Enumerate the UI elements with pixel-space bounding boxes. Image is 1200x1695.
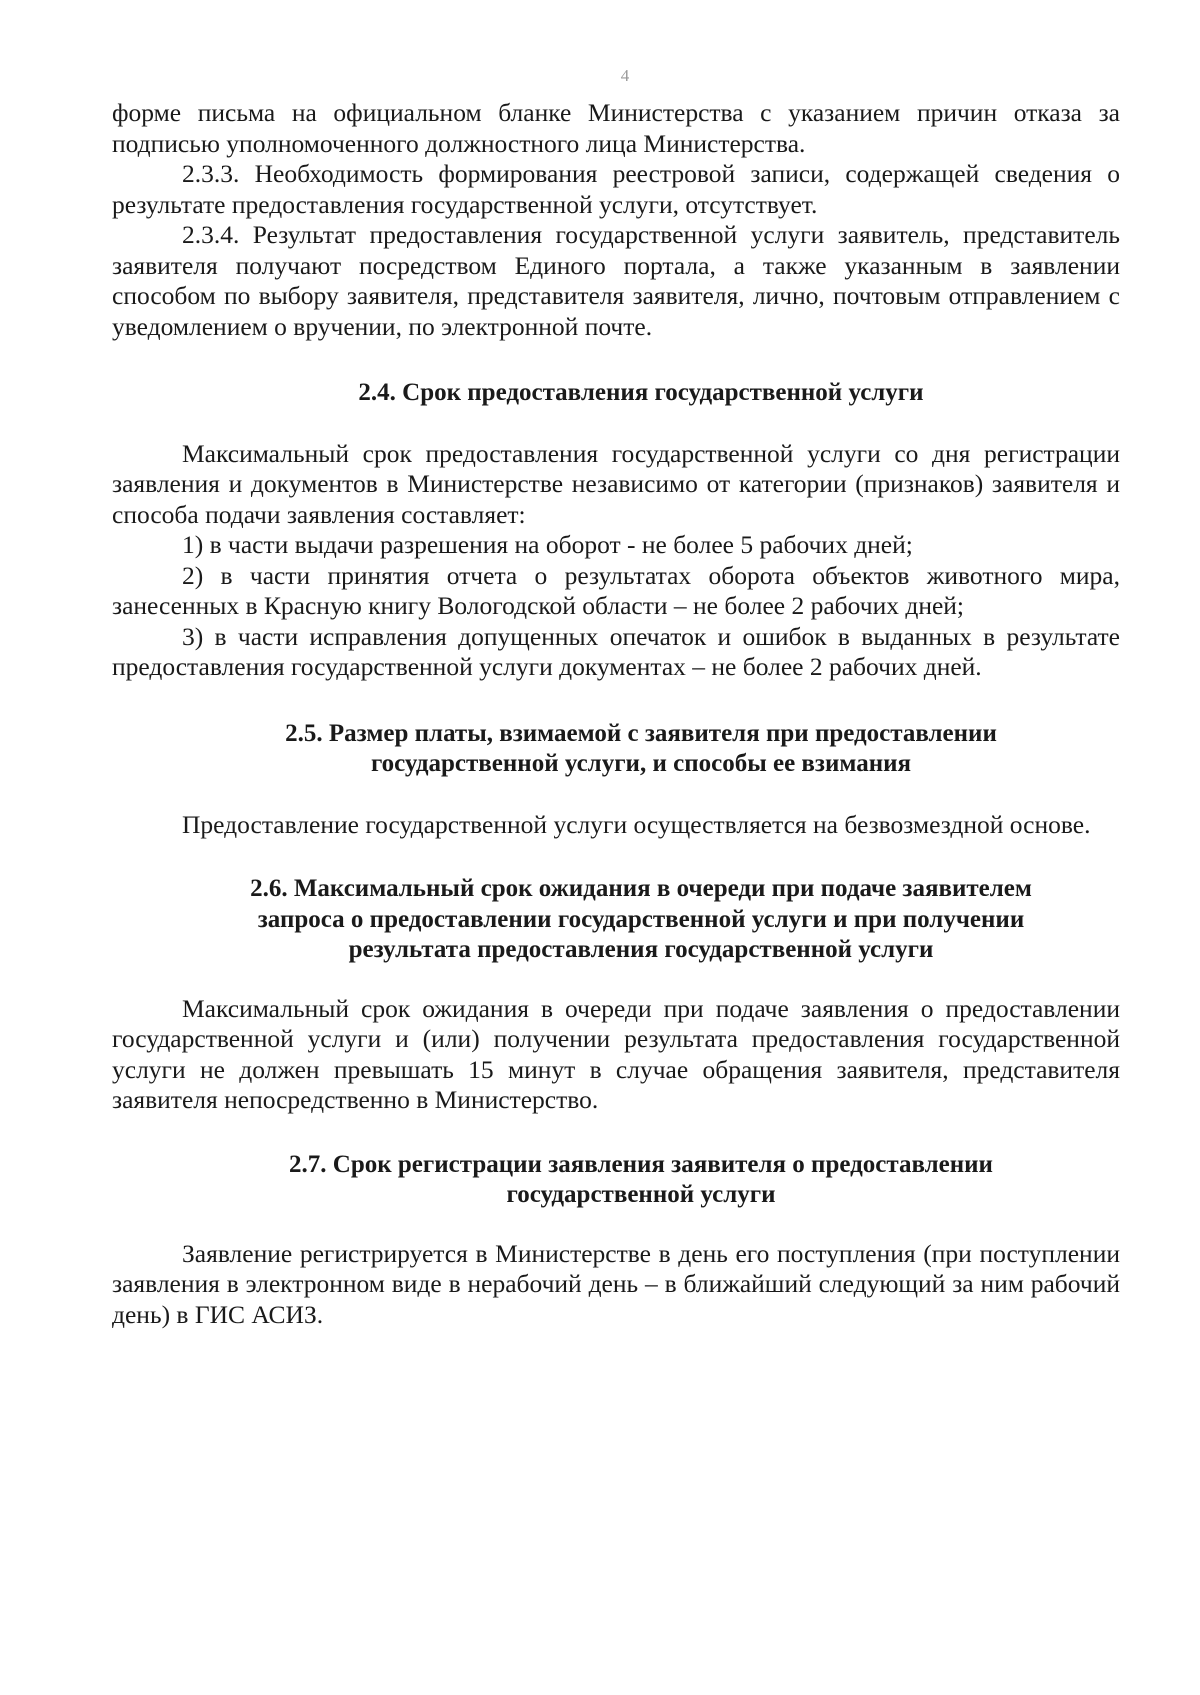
heading-line: 2.7. Срок регистрации заявления заявителя о предоставлении [289,1150,993,1178]
section-heading-2-4: 2.4. Срок предоставления государственной услуги [358,379,924,406]
page-number: 4 [620,66,630,85]
heading-line: 2.5. Размер платы, взимаемой с заявителя при предоставлении [285,719,997,747]
list-item-2: 2) в части принятия отчета о результатах оборота объектов животного мира, занесенных в Красную книгу Вологодской области – не более 2 рабочих дней; [112,560,1120,620]
paragraph-2-3-3: 2.3.3. Необходимость формирования реестровой записи, содержащей сведения о результате предоставления государственной услуги, отсутствует. [112,159,1120,219]
list-item-3: 3) в части исправления допущенных опечаток и ошибок в выданных в результате предоставления государственной услуги документах – не более 2 рабочих дней. [112,621,1120,681]
section-heading-2-7 [112,1150,1120,1211]
paragraph-fee: Предоставление государственной услуги осуществляется на безвозмездной основе. [182,809,1091,839]
paragraph-queue-time: Максимальный срок ожидания в очереди при подаче заявления о предоставлении государственной услуги и (или) получении результата предоставления государственной услуги не должен превышать 15 минут в случае обращения заявителя, представителя заявителя непосредственно в Министерство. [112,993,1120,1114]
document-body [112,98,1120,1330]
section-heading-2-6 [112,874,1120,966]
heading-line: результата предоставления государственной услуги [348,936,934,963]
section-heading-2-5 [112,719,1120,780]
heading-line: 2.6. Максимальный срок ожидания в очереди при подаче заявителем [250,875,1032,902]
paragraph-max-term: Максимальный срок предоставления государственной услуги со дня регистрации заявления и документов в Министерстве независимо от категории (признаков) заявителя и способа подачи заявления составляет: [112,438,1120,529]
paragraph-registration: Заявление регистрируется в Министерстве в день его поступления (при поступлении заявления в электронном виде в нерабочий день – в ближайший следующий за ним рабочий день) в ГИС АСИЗ. [112,1238,1120,1329]
heading-line: государственной услуги [506,1181,776,1208]
heading-line: государственной услуги, и способы ее взимания [370,750,912,777]
heading-line: запроса о предоставлении государственной услуги и при получении [257,905,1025,933]
paragraph-refusal-form: форме письма на официальном бланке Министерства с указанием причин отказа за подписью уполномоченного должностного лица Министерства. [112,98,1120,158]
list-item-1: 1) в части выдачи разрешения на оборот - не более 5 рабочих дней; [182,530,913,559]
paragraph-2-3-4: 2.3.4. Результат предоставления государственной услуги заявитель, представитель заявителя получают посредством Единого портала, а также указанным в заявлении способом по выбору заявителя, представителя заявителя, лично, почтовым отправлением с уведомлением о вручении, по электронной почте. [112,220,1120,341]
